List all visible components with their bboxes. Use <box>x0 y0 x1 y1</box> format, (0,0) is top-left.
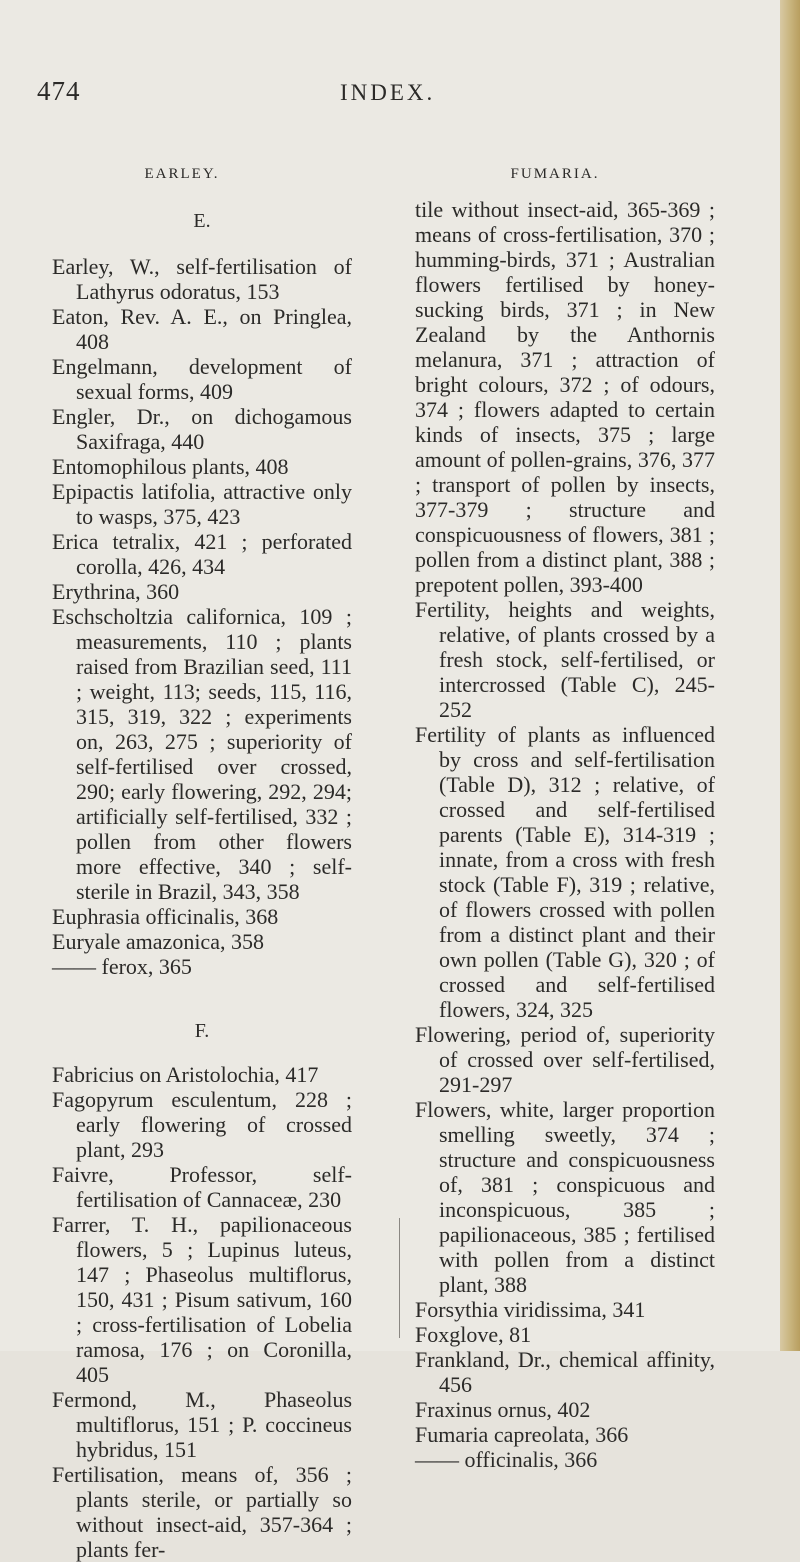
index-entry: tile without insect-aid, 365-369 ; means of cross-fertilisation, 370 ; humming-birds, 371 ; Australian flowers fertilised by honey-sucking birds, 371 ; in New Zealand by the Anthornis melanura, 371 ; attraction of bright colours, 372 ; of odours, 374 ; flowers adapted to certain kinds of insects, 375 ; large amount of pollen-grains, 376, 377 ; transport of pollen by insects, 377-379 ; structure and conspicuousness of flowers, 381 ; pollen from a distinct plant, 388 ; prepotent pollen, 393-400 <box>415 197 715 597</box>
index-entry: Fertilisation, means of, 356 ; plants sterile, or partially so without insect-aid, 357-364 ; plants fer- <box>52 1462 352 1562</box>
index-entry: Engelmann, development of sexual forms, 409 <box>52 354 352 404</box>
index-entry: Earley, W., self-fertilisation of Lathyrus odoratus, 153 <box>52 254 352 304</box>
index-entry: Eschscholtzia californica, 109 ; measurements, 110 ; plants raised from Brazilian seed, 111 ; weight, 113; seeds, 115, 116, 315, 319, 322 ; experiments on, 263, 275 ; superiority of self-fertilised over crossed, 290; early flowering, 292, 294; artificially self-fertilised, 332 ; pollen from other flowers more effective, 340 ; self-sterile in Brazil, 343, 358 <box>52 604 352 904</box>
index-entry: Flowering, period of, superiority of crossed over self-fertilised, 291-297 <box>415 1022 715 1097</box>
index-entry: Erythrina, 360 <box>52 579 180 604</box>
index-entry: Fagopyrum esculentum, 228 ; early flowering of crossed plant, 293 <box>52 1087 352 1162</box>
index-entry: Erica tetralix, 421 ; perforated corolla, 426, 434 <box>52 529 352 579</box>
page-edge <box>780 0 800 1351</box>
left-column <box>52 162 352 1562</box>
index-entry: Entomophilous plants, 408 <box>52 454 289 479</box>
index-entry: Fermond, M., Phaseolus multiflorus, 151 ; P. coccineus hybridus, 151 <box>52 1387 352 1462</box>
index-entry: Frankland, Dr., chemical affinity, 456 <box>415 1347 715 1397</box>
right-column <box>415 162 715 1472</box>
index-entry: Fraxinus ornus, 402 <box>415 1397 591 1422</box>
index-entry: Flowers, white, larger proportion smelling sweetly, 374 ; structure and conspicuousness of, 381 ; conspicuous and inconspicuous, 385 ; papilionaceous, 385 ; fertilised with pollen from a distinct plant, 388 <box>415 1097 715 1297</box>
index-entry: Foxglove, 81 <box>415 1322 532 1347</box>
index-entry: Fumaria capreolata, 366 <box>415 1422 629 1447</box>
index-entry: Epipactis latifolia, attractive only to wasps, 375, 423 <box>52 479 352 529</box>
index-entry: Farrer, T. H., papilionaceous flowers, 5 ; Lupinus luteus, 147 ; Phaseolus multiflorus, 150, 431 ; Pisum sativum, 160 ; cross-fertilisation of Lobelia ramosa, 176 ; on Coronilla, 405 <box>52 1212 352 1387</box>
index-entry: —— ferox, 365 <box>52 954 192 979</box>
index-entry: Forsythia viridissima, 341 <box>415 1297 646 1322</box>
left-column-heading: EARLEY. <box>144 166 220 182</box>
index-entry: —— officinalis, 366 <box>415 1447 598 1472</box>
index-entry: Euryale amazonica, 358 <box>52 929 264 954</box>
page-number: 474 <box>37 76 81 106</box>
index-entry: Faivre, Professor, self-fertilisation of Cannaceæ, 230 <box>52 1162 352 1212</box>
index-entry: Fertility, heights and weights, relative, of plants crossed by a fresh stock, self-fertilised, or intercrossed (Table C), 245-252 <box>415 597 715 722</box>
index-entry: Engler, Dr., on dichogamous Saxifraga, 440 <box>52 404 352 454</box>
section-letter-f: F. <box>194 1020 210 1042</box>
running-title: INDEX. <box>340 80 436 105</box>
section-letter-e: E. <box>193 210 211 232</box>
right-column-heading: FUMARIA. <box>510 166 600 182</box>
column-divider <box>399 1218 400 1338</box>
index-entry: Euphrasia officinalis, 368 <box>52 904 279 929</box>
index-entry: Fabricius on Aristolochia, 417 <box>52 1062 319 1087</box>
index-entry: Eaton, Rev. A. E., on Pringlea, 408 <box>52 304 352 354</box>
index-entry: Fertility of plants as influenced by cross and self-fertilisation (Table D), 312 ; relative, of crossed and self-fertilised parents (Table E), 314-319 ; innate, from a cross with fresh stock (Table F), 319 ; relative, of flowers crossed with pollen from a distinct plant and their own pollen (Table G), 320 ; of crossed and self-fertilised flowers, 324, 325 <box>415 722 715 1022</box>
